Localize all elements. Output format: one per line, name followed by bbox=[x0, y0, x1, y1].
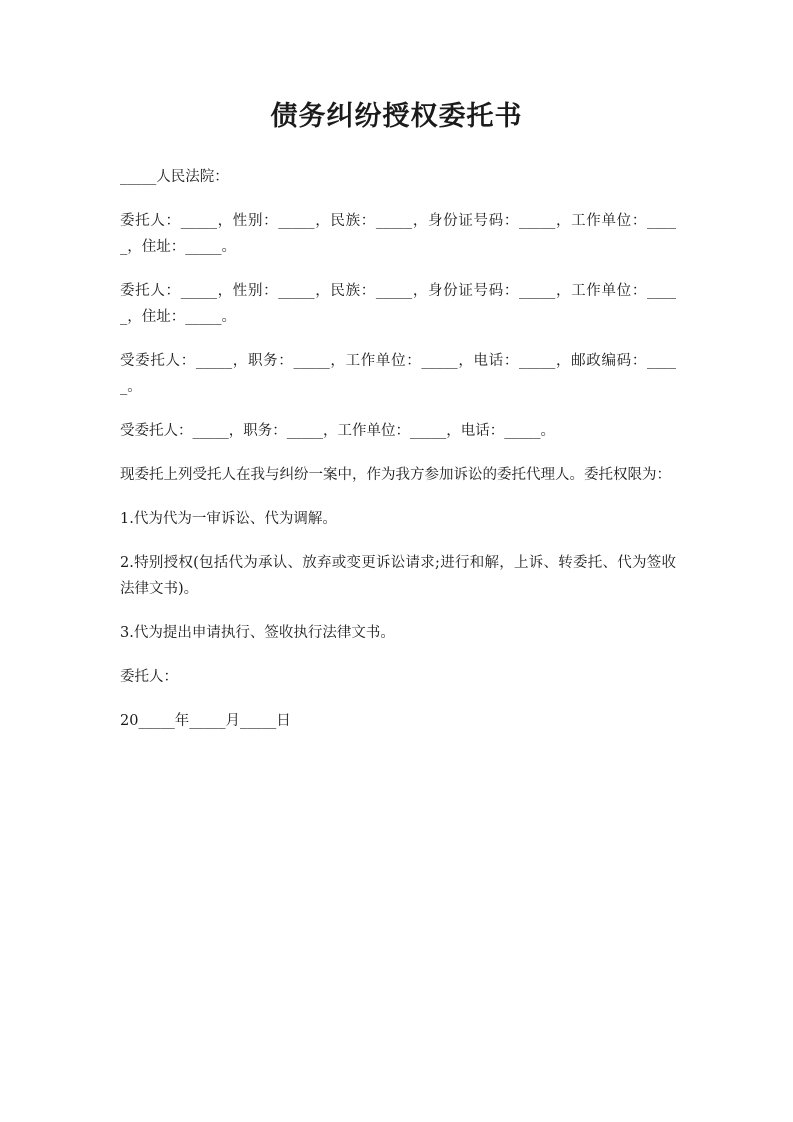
principal-1-info: 委托人：_____，性别：_____，民族：_____，身份证号码：_____，工作单位：_____，住址：_____。 bbox=[120, 213, 676, 255]
date-line: 20_____年_____月_____日 bbox=[120, 713, 291, 729]
principal-2-info: 委托人：_____，性别：_____，民族：_____，身份证号码：_____，工作单位：_____，住址：_____。 bbox=[120, 283, 676, 325]
authority-item-3: 3.代为提出申请执行、签收执行法律文书。 bbox=[120, 625, 395, 641]
document-body bbox=[120, 164, 676, 752]
court-addressee: _____人民法院： bbox=[120, 169, 229, 185]
authority-item-1: 1.代为代为一审诉讼、代为调解。 bbox=[120, 511, 337, 527]
authorization-statement: 现委托上列受托人在我与纠纷一案中，作为我方参加诉讼的委托代理人。委托权限为： bbox=[120, 467, 671, 483]
authority-item-2: 2.特别授权(包括代为承认、放弃或变更诉讼请求;进行和解，上诉、转委托、代为签收法律文书)。 bbox=[120, 555, 676, 597]
signature-line: 委托人： bbox=[120, 669, 178, 685]
agent-2-info: 受委托人：_____，职务：_____，工作单位：_____，电话：_____。 bbox=[120, 423, 555, 439]
agent-1-info: 受委托人：_____，职务：_____，工作单位：_____，电话：_____，邮政编码：_____。 bbox=[120, 353, 676, 395]
document-title: 债务纠纷授权委托书 bbox=[270, 101, 523, 132]
